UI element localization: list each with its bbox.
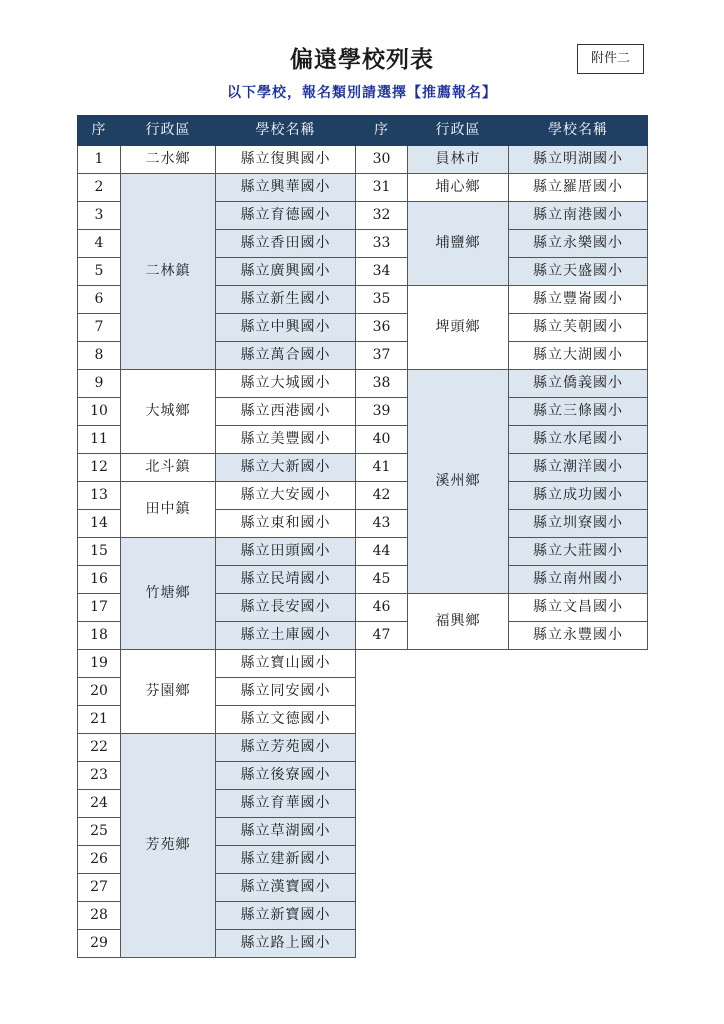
school-name-cell: 縣立成功國小	[509, 482, 648, 510]
school-name-cell: 縣立路上國小	[216, 930, 356, 958]
empty-area	[356, 650, 648, 958]
school-name-cell: 縣立潮洋國小	[509, 454, 648, 482]
district-cell: 二林鎮	[121, 174, 216, 370]
school-table	[77, 115, 648, 958]
school-name-cell: 縣立美豐國小	[216, 426, 356, 454]
district-cell: 員林市	[408, 146, 509, 174]
school-name-cell: 縣立長安國小	[216, 594, 356, 622]
table-row	[78, 174, 648, 202]
row-number: 12	[78, 454, 121, 482]
row-number: 36	[356, 314, 408, 342]
row-number: 31	[356, 174, 408, 202]
row-number: 22	[78, 734, 121, 762]
school-name-cell: 縣立漢寶國小	[216, 874, 356, 902]
school-name-cell: 縣立中興國小	[216, 314, 356, 342]
school-name-cell: 縣立土庫國小	[216, 622, 356, 650]
row-number: 9	[78, 370, 121, 398]
school-name-cell: 縣立南州國小	[509, 566, 648, 594]
district-cell: 芳苑鄉	[121, 734, 216, 958]
row-number: 18	[78, 622, 121, 650]
school-name-cell: 縣立新寶國小	[216, 902, 356, 930]
school-name-cell: 縣立民靖國小	[216, 566, 356, 594]
school-name-cell: 縣立羅厝國小	[509, 174, 648, 202]
district-cell: 大城鄉	[121, 370, 216, 454]
row-number: 21	[78, 706, 121, 734]
header-school-left: 學校名稱	[216, 116, 356, 146]
school-name-cell: 縣立南港國小	[509, 202, 648, 230]
row-number: 16	[78, 566, 121, 594]
row-number: 38	[356, 370, 408, 398]
school-name-cell: 縣立復興國小	[216, 146, 356, 174]
table-row	[78, 370, 648, 398]
district-cell: 溪州鄉	[408, 370, 509, 594]
row-number: 44	[356, 538, 408, 566]
row-number: 45	[356, 566, 408, 594]
header-school-right: 學校名稱	[509, 116, 648, 146]
school-name-cell: 縣立西港國小	[216, 398, 356, 426]
table-row	[78, 146, 648, 174]
row-number: 8	[78, 342, 121, 370]
row-number: 25	[78, 818, 121, 846]
school-name-cell: 縣立大莊國小	[509, 538, 648, 566]
row-number: 28	[78, 902, 121, 930]
school-name-cell: 縣立田頭國小	[216, 538, 356, 566]
school-name-cell: 縣立建新國小	[216, 846, 356, 874]
school-name-cell: 縣立三條國小	[509, 398, 648, 426]
row-number: 32	[356, 202, 408, 230]
row-number: 2	[78, 174, 121, 202]
school-name-cell: 縣立後寮國小	[216, 762, 356, 790]
row-number: 34	[356, 258, 408, 286]
page-title: 偏遠學校列表	[290, 46, 434, 73]
row-number: 42	[356, 482, 408, 510]
district-cell: 福興鄉	[408, 594, 509, 650]
school-name-cell: 縣立草湖國小	[216, 818, 356, 846]
school-name-cell: 縣立芙朝國小	[509, 314, 648, 342]
school-name-cell: 縣立新生國小	[216, 286, 356, 314]
school-name-cell: 縣立大城國小	[216, 370, 356, 398]
table-row	[78, 650, 648, 678]
row-number: 39	[356, 398, 408, 426]
table-row	[78, 482, 648, 510]
district-cell: 埔鹽鄉	[408, 202, 509, 286]
row-number: 35	[356, 286, 408, 314]
school-name-cell: 縣立育華國小	[216, 790, 356, 818]
header-no-left: 序	[78, 116, 121, 146]
row-number: 1	[78, 146, 121, 174]
school-name-cell: 縣立興華國小	[216, 174, 356, 202]
district-cell: 埤頭鄉	[408, 286, 509, 370]
school-name-cell: 縣立育德國小	[216, 202, 356, 230]
row-number: 20	[78, 678, 121, 706]
row-number: 24	[78, 790, 121, 818]
row-number: 17	[78, 594, 121, 622]
row-number: 40	[356, 426, 408, 454]
school-name-cell: 縣立廣興國小	[216, 258, 356, 286]
row-number: 46	[356, 594, 408, 622]
school-name-cell: 縣立僑義國小	[509, 370, 648, 398]
row-number: 30	[356, 146, 408, 174]
school-name-cell: 縣立大湖國小	[509, 342, 648, 370]
district-cell: 芬園鄉	[121, 650, 216, 734]
row-number: 7	[78, 314, 121, 342]
row-number: 3	[78, 202, 121, 230]
school-name-cell: 縣立豐崙國小	[509, 286, 648, 314]
header-no-right: 序	[356, 116, 408, 146]
table-body	[78, 146, 648, 958]
district-cell: 北斗鎮	[121, 454, 216, 482]
row-number: 29	[78, 930, 121, 958]
school-name-cell: 縣立文德國小	[216, 706, 356, 734]
row-number: 13	[78, 482, 121, 510]
row-number: 4	[78, 230, 121, 258]
school-name-cell: 縣立圳寮國小	[509, 510, 648, 538]
table-row	[78, 538, 648, 566]
row-number: 37	[356, 342, 408, 370]
page-subtitle: 以下學校，報名類別請選擇【推薦報名】	[227, 85, 497, 101]
school-name-cell: 縣立大新國小	[216, 454, 356, 482]
attachment-label: 附件二	[577, 44, 644, 74]
row-number: 19	[78, 650, 121, 678]
row-number: 26	[78, 846, 121, 874]
header-district-left: 行政區	[121, 116, 216, 146]
school-name-cell: 縣立水尾國小	[509, 426, 648, 454]
school-name-cell: 縣立大安國小	[216, 482, 356, 510]
header-district-right: 行政區	[408, 116, 509, 146]
row-number: 5	[78, 258, 121, 286]
school-name-cell: 縣立明湖國小	[509, 146, 648, 174]
school-name-cell: 縣立天盛國小	[509, 258, 648, 286]
row-number: 14	[78, 510, 121, 538]
school-name-cell: 縣立寶山國小	[216, 650, 356, 678]
district-cell: 二水鄉	[121, 146, 216, 174]
school-name-cell: 縣立文昌國小	[509, 594, 648, 622]
school-name-cell: 縣立萬合國小	[216, 342, 356, 370]
row-number: 6	[78, 286, 121, 314]
row-number: 43	[356, 510, 408, 538]
row-number: 23	[78, 762, 121, 790]
school-name-cell: 縣立香田國小	[216, 230, 356, 258]
row-number: 27	[78, 874, 121, 902]
table-row	[78, 454, 648, 482]
school-name-cell: 縣立永豐國小	[509, 622, 648, 650]
row-number: 47	[356, 622, 408, 650]
school-name-cell: 縣立永樂國小	[509, 230, 648, 258]
district-cell: 埔心鄉	[408, 174, 509, 202]
school-name-cell: 縣立東和國小	[216, 510, 356, 538]
row-number: 10	[78, 398, 121, 426]
school-name-cell: 縣立芳苑國小	[216, 734, 356, 762]
table-header-row	[78, 116, 648, 146]
row-number: 33	[356, 230, 408, 258]
row-number: 41	[356, 454, 408, 482]
row-number: 15	[78, 538, 121, 566]
school-name-cell: 縣立同安國小	[216, 678, 356, 706]
district-cell: 田中鎮	[121, 482, 216, 538]
row-number: 11	[78, 426, 121, 454]
district-cell: 竹塘鄉	[121, 538, 216, 650]
